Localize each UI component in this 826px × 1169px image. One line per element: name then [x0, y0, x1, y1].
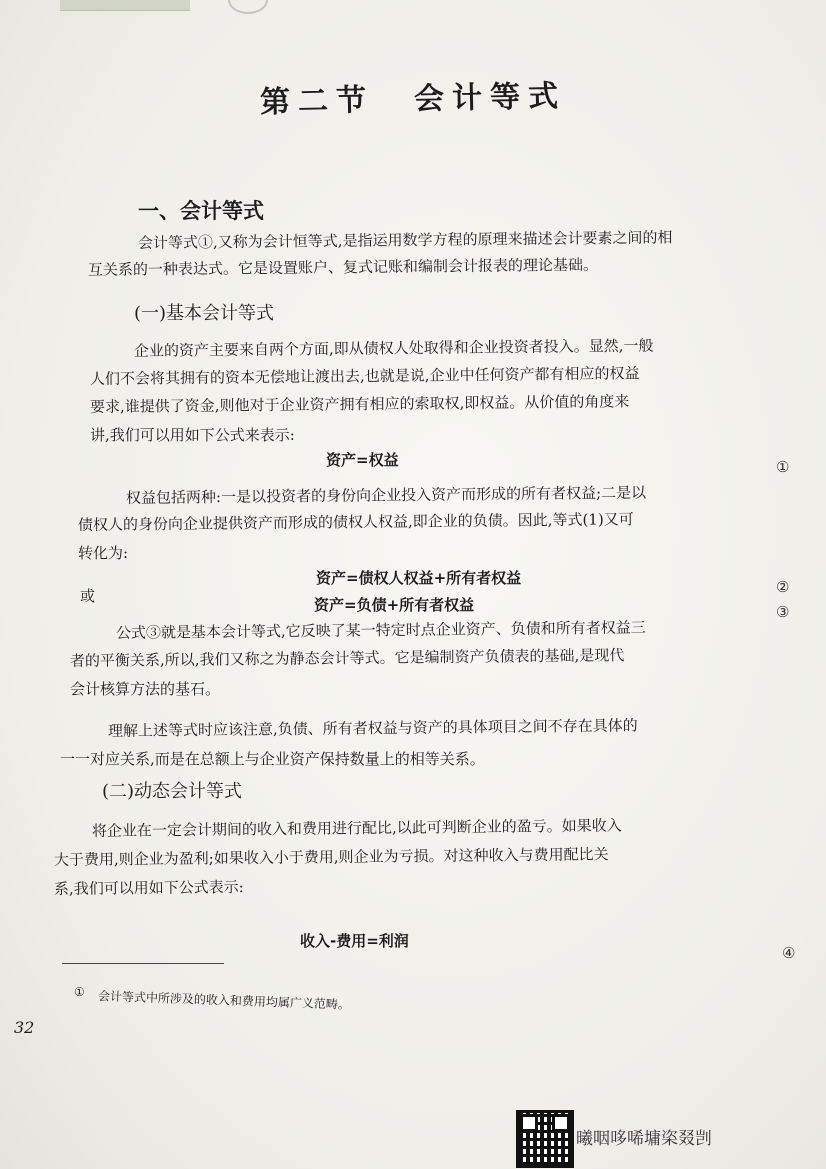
formula-3-number: ③: [776, 603, 790, 621]
basic-para3-line3: 会计核算方法的基石。: [70, 680, 221, 698]
basic-para1-line1: 企业的资产主要来自两个方面,即从债权人处取得和企业投资者投入。显然,一般: [133, 336, 654, 360]
page-number: 32: [14, 1018, 35, 1037]
or-label: 或: [80, 587, 96, 605]
subsection-basic-title: (一)基本会计等式: [134, 303, 275, 324]
dynamic-para1-line3: 系,我们可以用如下公式表示:: [53, 878, 244, 898]
formula-3: 资产=负债+所有者权益: [314, 596, 475, 614]
formula-2-number: ②: [776, 578, 790, 596]
basic-para3-line2: 者的平衡关系,所以,我们又称之为静态会计等式。它是编制资产负债表的基础,是现代: [69, 646, 625, 670]
basic-para2-line1: 权益包括两种:一是以投资者的身份向企业投入资产而形成的所有者权益;二是以: [125, 483, 647, 507]
top-edge-strip: [60, 0, 190, 11]
intro-line-1: 会计等式①,又称为会计恒等式,是指运用数学方程的原理来描述会计要素之间的相: [137, 228, 673, 252]
formula-2: 资产=债权人权益+所有者权益: [316, 569, 522, 587]
intro-line-2: 互关系的一种表达式。它是设置账户、复式记账和编制会计报表的理论基础。: [87, 255, 599, 279]
basic-para1-line4: 讲,我们可以用如下公式来表示:: [90, 426, 295, 444]
footnote-divider: [62, 963, 224, 964]
basic-para1-line2: 人们不会将其拥有的资本无偿地让渡出去,也就是说,企业中任何资产都有相应的权益: [89, 364, 640, 388]
footnote-text: 会计等式中所涉及的收入和费用均属广义范畴。: [97, 989, 351, 1012]
formula-1: 资产=权益: [326, 451, 399, 469]
basic-para2-line2: 债权人的身份向企业提供资产而形成的债权人权益,即企业的负债。因此,等式(1)又可: [77, 510, 634, 534]
dynamic-para1-line2: 大于费用,则企业为盈利;如果收入小于费用,则企业为亏损。对这种收入与费用配比关: [53, 845, 609, 869]
dynamic-para1-line1: 将企业在一定会计期间的收入和费用进行配比,以此可判断企业的盈亏。如果收入: [91, 816, 622, 840]
basic-para4-line2: 一一对应关系,而是在总额上与企业资产保持数量上的相等关系。: [60, 750, 485, 768]
formula-4: 收入-费用=利润: [300, 932, 409, 950]
subsection-dynamic-title: (二)动态会计等式: [102, 781, 243, 802]
heading-accounting-equation: 一、会计等式: [138, 198, 264, 223]
section-title-part2: 会计等式: [413, 78, 567, 117]
section-title-part1: 第二节: [259, 82, 375, 121]
footnote-marker: ①: [74, 985, 85, 999]
watermark-text: 曦咽哆唏墉栥叕剀: [576, 1129, 712, 1149]
basic-para3-line1: 公式③就是基本会计等式,它反映了某一特定时点企业资产、负债和所有者权益三: [115, 618, 646, 642]
formula-1-number: ①: [776, 458, 790, 476]
basic-para4-line1: 理解上述等式时应该注意,负债、所有者权益与资产的具体项目之间不存在具体的: [107, 716, 638, 740]
basic-para1-line3: 要求,谁提供了资金,则他对于企业资产拥有相应的索取权,即权益。从价值的角度来: [89, 392, 630, 416]
basic-para2-line3: 转化为:: [78, 544, 129, 562]
formula-4-number: ④: [782, 944, 796, 962]
qr-code: [516, 1110, 574, 1168]
